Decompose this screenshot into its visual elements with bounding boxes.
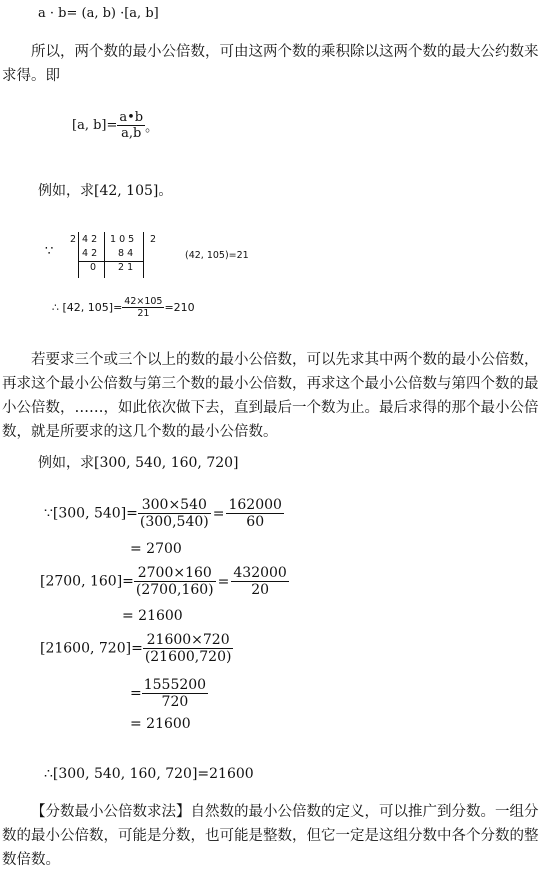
step-1-denominator: (300,540) <box>139 514 209 530</box>
division-top-left: 4 2 <box>82 234 98 245</box>
identity-formula: a · b= (a, b) ·[a, b] <box>38 6 159 21</box>
paragraph-lcm-definition: 所以，两个数的最小公倍数，可由这两个数的乘积除以这两个数的最大公约数来求得。即 <box>2 44 539 84</box>
step-1-lhs: ∵[300, 540]= <box>44 505 138 522</box>
step-3-numerator: 21600×720 <box>143 632 234 649</box>
step-2 <box>40 565 289 598</box>
division-bot-left: 0 <box>90 262 97 273</box>
step-3-denominator: (21600,720) <box>144 649 232 665</box>
step-1-fraction <box>138 497 211 530</box>
step-2-lhs: [2700, 160]= <box>40 573 134 590</box>
therefore-fraction <box>122 296 164 319</box>
because-symbol: ∵ <box>45 244 54 259</box>
paragraph-fraction-lcm: 【分数最小公倍数求法】自然数的最小公倍数的定义，可以推广到分数。一组分数的最小公倍数，可能是分数，也可能是整数，但它一定是这组分数中各个分数的整数倍数。 <box>2 804 539 868</box>
therefore-denominator: 21 <box>137 308 150 319</box>
step-3-fraction <box>143 632 234 665</box>
final-result: ∴[300, 540, 160, 720]=21600 <box>44 766 254 782</box>
step-1-fraction-2 <box>226 497 283 530</box>
divisor-left: 2 <box>70 234 77 245</box>
step-2-numerator-2: 432000 <box>233 565 287 581</box>
step-3-result: = 21600 <box>130 716 191 732</box>
step-3-denominator-2: 720 <box>161 694 189 710</box>
gcd-result: (42, 105)=21 <box>185 250 249 261</box>
lcm-formula-denominator: a,b <box>121 126 142 141</box>
lcm-formula-numerator: a•b <box>119 110 144 125</box>
short-division <box>0 230 300 280</box>
step-2-equals: = <box>217 573 230 590</box>
paragraph-multiple-numbers: 若要求三个或三个以上的数的最小公倍数，可以先求其中两个数的最小公倍数，再求这个最小公倍数与第三个数的最小公倍数，再求这个最小公倍数与第四个数的最小公倍数，……，如此依次做下去，直到最后一个数为止。最后求得的那个最小公倍数，就是所要求的这几个数的最小公倍数。 <box>2 352 539 440</box>
lcm-42-105 <box>52 296 195 319</box>
division-mid-right: 8 4 <box>118 248 134 259</box>
therefore-prefix: ∴ [42, 105]= <box>52 301 123 314</box>
step-1-numerator: 300×540 <box>138 497 211 514</box>
lcm-formula-fraction <box>117 110 145 141</box>
example-1-heading: 例如，求[42, 105]。 <box>38 183 173 199</box>
step-1-numerator-2: 162000 <box>228 497 282 513</box>
step-1-equals: = <box>212 505 225 522</box>
step-2-denominator: (2700,160) <box>135 582 214 598</box>
step-2-numerator: 2700×160 <box>134 565 216 582</box>
therefore-numerator: 42×105 <box>124 296 163 307</box>
step-1-result: = 2700 <box>130 541 182 557</box>
step-3-equals: = <box>130 685 142 702</box>
step-1-denominator-2: 60 <box>246 514 265 530</box>
example-2-heading: 例如，求[300, 540, 160, 720] <box>38 455 239 471</box>
step-2-fraction-2 <box>231 565 288 598</box>
division-top-right: 1 0 5 <box>110 234 135 245</box>
divisor-right: 2 <box>150 234 157 245</box>
step-3 <box>40 632 233 665</box>
step-3-second <box>130 677 208 710</box>
step-2-denominator-2: 20 <box>251 582 270 598</box>
step-3-numerator-2: 1555200 <box>143 677 207 693</box>
step-2-fraction <box>134 565 216 598</box>
step-2-result: = 21600 <box>122 608 183 624</box>
division-mid-left: 4 2 <box>82 248 98 259</box>
step-3-lhs: [21600, 720]= <box>40 640 143 657</box>
step-3-fraction-2 <box>142 677 208 710</box>
lcm-formula-tail: 。 <box>145 120 159 135</box>
therefore-tail: =210 <box>164 301 195 314</box>
step-1 <box>44 497 284 530</box>
lcm-formula <box>72 110 158 141</box>
lcm-formula-lhs: [a, b]= <box>72 118 118 133</box>
division-bot-right: 2 1 <box>118 262 134 273</box>
